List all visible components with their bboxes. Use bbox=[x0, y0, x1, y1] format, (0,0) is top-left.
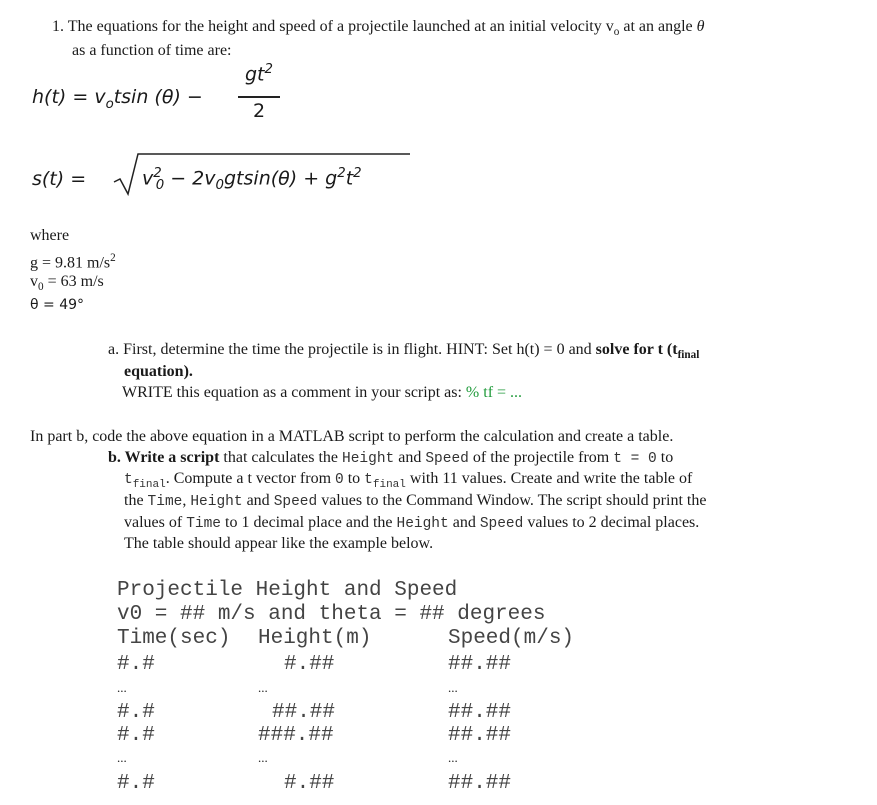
l2-tfinal: t bbox=[124, 472, 133, 488]
l4-height: Height bbox=[396, 516, 449, 532]
l2c: with 11 values. Create and write the table of bbox=[405, 470, 693, 487]
part-a-line-1 bbox=[108, 341, 699, 361]
question-text-tail: at an angle bbox=[623, 18, 693, 35]
table-cell: #.# bbox=[117, 701, 155, 724]
table-cell: ##.## bbox=[272, 701, 336, 724]
l2-zero: 0 bbox=[335, 472, 344, 488]
gravity-value bbox=[30, 252, 116, 272]
g-sup: 2 bbox=[110, 252, 116, 264]
v0-text: = 63 m/s bbox=[43, 273, 104, 290]
table-cell: ##.## bbox=[448, 724, 512, 747]
height-fraction-denominator: 2 bbox=[252, 100, 266, 122]
part-b-line-3 bbox=[124, 492, 706, 510]
table-title: Projectile Height and Speed bbox=[117, 579, 458, 602]
rad-v-sub: 0 bbox=[155, 178, 165, 194]
question-1-line-1 bbox=[52, 18, 705, 38]
l1b: and bbox=[394, 449, 426, 466]
part-a-prefix: a. First, determine the time the projectile is in flight. HINT: Set h(t) = 0 and bbox=[108, 341, 596, 358]
fraction-bar bbox=[238, 96, 280, 98]
rad-gtsin: gtsin(θ) + g bbox=[224, 167, 338, 190]
l3-height: Height bbox=[190, 494, 243, 510]
l1d: to bbox=[656, 449, 674, 466]
l4d: values to 2 decimal places. bbox=[523, 514, 700, 531]
table-cell: #.# bbox=[117, 724, 155, 747]
write-text: WRITE this equation as a comment in your script as: bbox=[122, 384, 466, 401]
part-b-bold: b. Write a script bbox=[108, 449, 220, 466]
speed-equation-radicand bbox=[142, 166, 362, 193]
question-text: The equations for the height and speed of a projectile launched at an initial velocity v bbox=[67, 18, 614, 35]
l2b: to bbox=[343, 470, 365, 487]
l1-height: Height bbox=[342, 451, 395, 467]
table-ellipsis: ... bbox=[448, 680, 458, 695]
table-header-time: Time(sec) bbox=[117, 627, 231, 650]
eq-h-lhs: h(t) = v bbox=[32, 86, 106, 108]
l3-time: Time bbox=[147, 494, 183, 510]
eq-h-num: gt bbox=[245, 63, 265, 86]
table-cell: ###.## bbox=[258, 724, 334, 747]
part-a-bold: solve for t (t bbox=[595, 341, 678, 358]
rad-v: v bbox=[142, 167, 154, 190]
angle-value: θ = 49° bbox=[30, 297, 85, 313]
part-b-line-5: The table should appear like the example below. bbox=[124, 535, 434, 552]
theta-symbol: θ bbox=[696, 18, 705, 35]
l3d: values to the Command Window. The script should print the bbox=[317, 492, 707, 509]
table-ellipsis: ... bbox=[258, 680, 268, 695]
table-cell: #.# bbox=[117, 653, 155, 676]
part-a-bold-sub: final bbox=[677, 349, 700, 362]
question-number: 1. bbox=[52, 18, 64, 35]
table-cell: ##.## bbox=[448, 772, 512, 795]
where-label: where bbox=[30, 227, 70, 244]
l2-tf2: t bbox=[364, 472, 373, 488]
rad-t: t bbox=[345, 167, 354, 190]
l3b: , bbox=[182, 492, 191, 509]
l1-t0: t = 0 bbox=[613, 451, 657, 467]
speed-equation-lhs: s(t) = bbox=[32, 168, 87, 190]
l4-speed: Speed bbox=[479, 516, 524, 532]
l2-tf2-sub: final bbox=[372, 479, 406, 492]
l3-speed: Speed bbox=[273, 494, 318, 510]
question-1-line-2: as a function of time are: bbox=[72, 42, 232, 59]
table-ellipsis: ... bbox=[448, 750, 458, 765]
velocity-value bbox=[30, 273, 104, 293]
height-equation-lhs bbox=[32, 86, 203, 112]
eq-h-num-sup: 2 bbox=[264, 62, 273, 77]
table-ellipsis: ... bbox=[117, 680, 127, 695]
rad-v-sup: 2 bbox=[153, 166, 162, 181]
table-header-speed: Speed(m/s) bbox=[448, 627, 575, 650]
l4a: values of bbox=[124, 514, 187, 531]
l4b: to 1 decimal place and the bbox=[221, 514, 397, 531]
l4-time: Time bbox=[186, 516, 222, 532]
table-cell: #.## bbox=[284, 772, 335, 795]
part-a-line-3 bbox=[122, 384, 522, 402]
l3a: the bbox=[124, 492, 148, 509]
l1a: that calculates the bbox=[219, 449, 343, 466]
v0-sub: 0 bbox=[38, 281, 44, 294]
l2a: . Compute a t vector from bbox=[165, 470, 336, 487]
table-header-height: Height(m) bbox=[258, 627, 372, 650]
table-cell: ##.## bbox=[448, 701, 512, 724]
rad-g-sup: 2 bbox=[337, 166, 346, 181]
rad-2v-sub: 0 bbox=[215, 178, 224, 194]
rad-t-sup: 2 bbox=[353, 166, 362, 181]
l1-speed: Speed bbox=[425, 451, 469, 467]
part-b-intro: In part b, code the above equation in a MATLAB script to perform the calculation and create a table. bbox=[30, 428, 674, 445]
l4c: and bbox=[448, 514, 480, 531]
l2-tfinal-sub: final bbox=[132, 479, 166, 492]
table-cell: ##.## bbox=[448, 653, 512, 676]
eq-h-sub: o bbox=[105, 96, 114, 112]
table-subtitle: v0 = ## m/s and theta = ## degrees bbox=[117, 603, 546, 626]
table-cell: #.## bbox=[284, 653, 335, 676]
comment-text: % tf = ... bbox=[465, 384, 523, 401]
g-text: g = 9.81 m/s bbox=[30, 254, 111, 272]
rad-2v: − 2v bbox=[164, 167, 216, 190]
height-fraction-numerator bbox=[238, 62, 280, 85]
eq-h-rest: tsin (θ) − bbox=[113, 86, 203, 108]
part-a-line-2: equation). bbox=[124, 363, 193, 380]
table-cell: #.# bbox=[117, 772, 155, 795]
v-subscript: o bbox=[613, 26, 620, 39]
l3c: and bbox=[242, 492, 274, 509]
part-b-line-2 bbox=[124, 470, 692, 491]
table-ellipsis: ... bbox=[258, 750, 268, 765]
table-ellipsis: ... bbox=[117, 750, 127, 765]
v0-pre: v bbox=[30, 273, 38, 290]
l1c: of the projectile from bbox=[468, 449, 614, 466]
part-b-line-4 bbox=[124, 514, 699, 532]
part-b-line-1 bbox=[108, 449, 673, 467]
